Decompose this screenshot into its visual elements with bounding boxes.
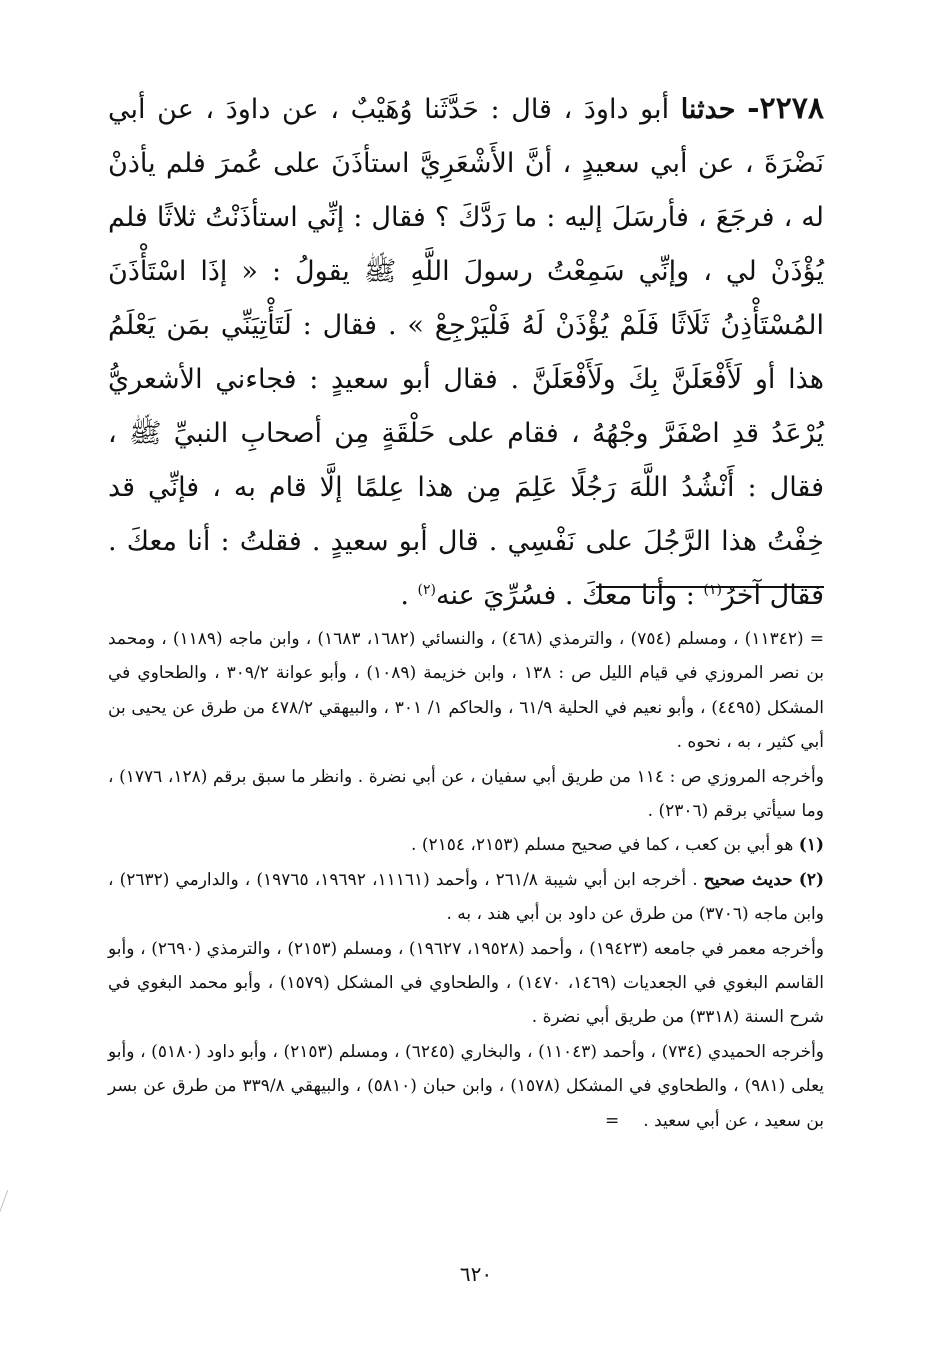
footnote-marker-2: (٢) [417,582,436,598]
footnote-2-paragraph-3-text: وأخرجه الحميدي (٧٣٤) ، وأحمد (١١٠٤٣) ، والبخاري (٦٢٤٥) ، ومسلم (٢١٥٣) ، وأبو داود (٥١٨٠) ، وأبو يعلى (٩٨١) ، والطحاوي في المشكل (١٥٧٨) ، وابن حبان (٥٨١٠) ، والبيهقي ٣٣٩/٨ من طرق عن بسر بن سعيد ، عن أبي سعيد . [108,1041,825,1131]
footnote-marker-1: (١) [703,582,722,598]
footnote-2-verdict: حديث صحيح [703,869,793,890]
footnote-continued-1: = (١١٣٤٢) ، ومسلم (٧٥٤) ، والترمذي (٤٦٨) ، والنسائي (١٦٨٢، ١٦٨٣) ، وابن ماجه (١١٨٩) ، ومحمد بن نصر المروزي في قيام الليل ص : ١٣٨ ، وابن خزيمة (١٠٨٩) ، وأبو عوانة ٣٠٩/٢ ، والطحاوي في المشكل (٤٤٩٥) ، وأبو نعيم في الحلية ٦١/٩ ، والحاكم ١/ ٣٠١ ، والبيهقي ٤٧٨/٢ من طرق عن يحيى بن أبي كثير ، به ، نحوه . [108,629,825,753]
hadith-text-part1: أبو داودَ ، قال : حَدَّثَنا وُهَيْبٌ ، عن داودَ ، عن أبي نَضْرَةَ ، عن أبي سعيدٍ ، أنَّ الأَشْعَرِيَّ استأذَنَ على عُمرَ فلم يأذنْ له ، فرجَعَ ، فأرسَلَ إليه : ما رَدَّكَ ؟ فقال : إنِّي استأذَنْتُ ثلاثًا فلم يُؤْذَنْ لي ، وإنِّي سَمِعْتُ رسولَ اللَّهِ ﷺ يقولُ : « إذَا اسْتَأْذَنَ المُسْتَأْذِنُ ثَلَاثًا فَلَمْ يُؤْذَنْ لَهُ فَلْيَرْجِعْ » . فقال : لَتَأْتِيَنِّي بمَن يَعْلَمُ هذا أو لَأَفْعَلَنَّ بِكَ ولَأَفْعَلَنَّ . فقال أبو سعيدٍ : فجاءني الأشعريُّ يُرْعَدُ قدِ اصْفَرَّ وجْهُهُ ، فقام على حَلْقَةٍ مِن أصحابِ النبيِّ ﷺ ، فقال : أَنْشُدُ اللَّهَ رَجُلًا عَلِمَ مِن هذا عِلمًا إلَّا قام به ، فإنِّي قد خِفْتُ هذا الرَّجُلَ على نَفْسِي . قال أبو سعيدٍ . فقلتُ : أنا معكَ . فقال آخرُ [108,94,824,611]
hadith-paragraph [108,82,824,623]
scan-edge-mark [0,1190,24,1230]
footnote-divider [596,586,824,588]
footnote-2-paragraph-3 [108,1035,824,1138]
footnote-continued-2: وأخرجه المروزي ص : ١١٤ من طريق أبي سفيان ، عن أبي نضرة . وانظر ما سبق برقم (١٢٨، ١٧٧٦) ، وما سيأتي برقم (٢٣٠٦) . [108,766,824,822]
footnotes [108,622,824,1138]
continuation-mark: = [605,1110,620,1131]
hadith-number: ٢٢٧٨- [747,91,824,126]
hadith-text-end: . [400,580,409,611]
page-number: ٦٢٠ [459,1262,493,1286]
footnote-1 [108,828,824,862]
footnote-1-text: هو أبي بن كعب ، كما في صحيح مسلم (٢١٥٣، ٢١٥٤) . [411,835,794,856]
footnote-1-label: (١) [798,835,824,856]
hadith-text-part2: : وأنا معكَ . فسُرِّيَ عنه [435,580,695,611]
footnote-2 [108,863,824,932]
footnote-2-label: (٢) [798,869,825,890]
footnote-2-paragraph-2: وأخرجه معمر في جامعه (١٩٤٢٣) ، وأحمد (١٩٥٢٨، ١٩٦٢٧) ، ومسلم (٢١٥٣) ، والترمذي (٢٦٩٠) ، وأبو القاسم البغوي في الجعديات (١٤٦٩، ١٤٧٠) ، والطحاوي في المشكل (١٥٧٩) ، وأبو محمد البغوي في شرح السنة (٣٣١٨) من طريق أبي نضرة . [108,938,825,1028]
hadith-body [108,82,824,623]
hadith-intro: حدثنا [680,94,736,125]
footnote-2-text: . أخرجه ابن أبي شيبة ٢٦١/٨ ، وأحمد (١١١٦١، ١٩٦٩٢، ١٩٧٦٥) ، والدارمي (٢٦٣٢) ، وابن ماجه (٣٧٠٦) من طرق عن داود بن أبي هند ، به . [108,869,824,925]
